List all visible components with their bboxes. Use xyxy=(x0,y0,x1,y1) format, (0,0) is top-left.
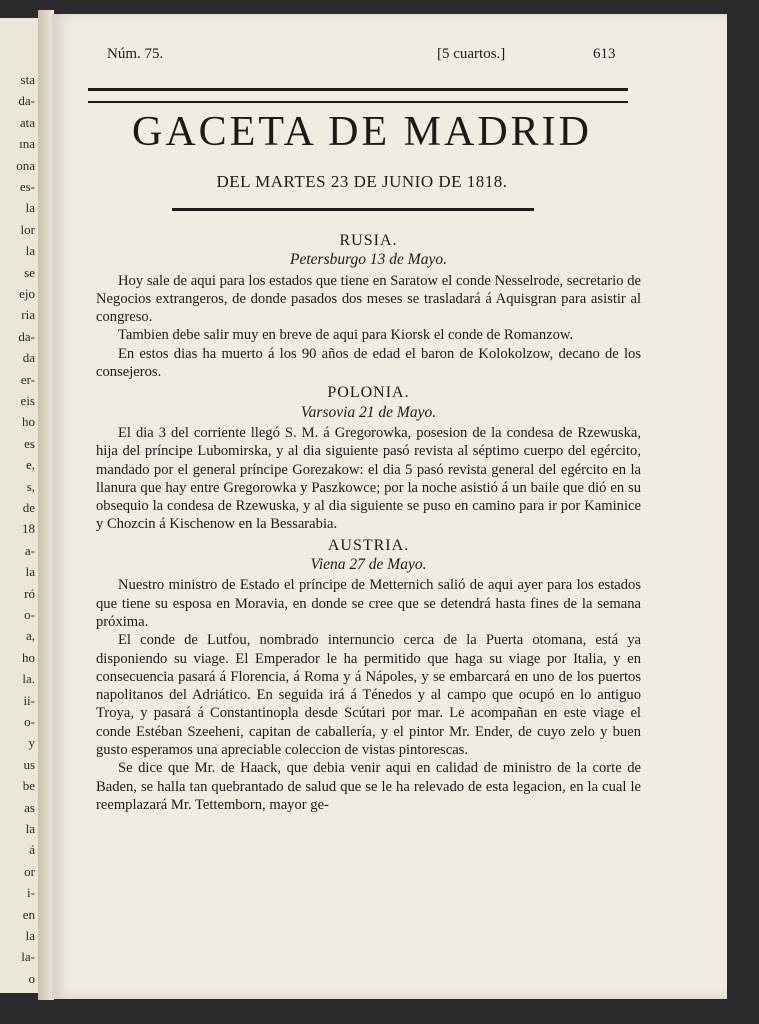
left-page-fragment: á xyxy=(29,842,35,858)
left-page-fragment: se xyxy=(24,264,35,280)
page-number: 613 xyxy=(593,46,616,62)
left-page-fragment: ejo xyxy=(19,286,35,301)
left-page-fragment: es xyxy=(24,435,35,451)
paragraph: En estos dias ha muerto á los 90 años de edad el baron de Kolokolzow, decano de los consejeros. xyxy=(96,345,641,381)
left-page-fragment: la xyxy=(25,821,35,836)
left-page-fragment: o- xyxy=(24,607,35,622)
page-header xyxy=(107,46,622,68)
left-page-fragment: i- xyxy=(27,885,35,901)
left-page-fragment: ho xyxy=(22,414,35,430)
section-austria xyxy=(96,537,641,814)
left-page-fragment: s, xyxy=(26,478,35,494)
left-page-fragment: ho xyxy=(22,649,35,665)
issue-dateline: DEL MARTES 23 DE JUNIO DE 1818. xyxy=(216,172,508,191)
left-page-fragment: as xyxy=(24,799,35,815)
left-page-fragment: ria xyxy=(21,307,35,323)
section-title: RUSIA. xyxy=(339,232,398,249)
paragraph: Nuestro ministro de Estado el príncipe de Metternich salió de aqui ayer para los estados que tiene su esposa en Moravia, en donde se cree que se detendrá hasta fines de la semana próxima. xyxy=(96,577,641,630)
masthead-title: GACETA DE MADRID xyxy=(132,109,592,155)
left-page-edge xyxy=(0,18,40,993)
left-page-fragment: us xyxy=(23,756,35,772)
left-page-fragment: da- xyxy=(18,93,35,109)
left-page-fragment: ii- xyxy=(23,692,35,708)
left-page-fragment: y xyxy=(28,735,35,751)
left-page-fragment: la xyxy=(25,928,35,943)
left-page-fragment: la xyxy=(25,564,35,580)
left-page-fragment: ona xyxy=(16,157,35,173)
left-page-fragment: ata xyxy=(19,114,35,130)
paragraph: Tambien debe salir muy en breve de aqui para Kiorsk el conde de Romanzow. xyxy=(118,327,574,344)
left-page-fragment: eis xyxy=(20,393,35,408)
left-page-fragment: or xyxy=(24,863,35,879)
left-page-fragment: de xyxy=(22,500,35,515)
left-page-fragment: en xyxy=(22,906,35,922)
section-polonia xyxy=(96,384,641,533)
left-page-fragment: a, xyxy=(25,628,35,644)
issue-number: Núm. 75. xyxy=(107,46,164,62)
left-page-fragment: e, xyxy=(25,457,35,473)
left-page-fragment: ró xyxy=(24,585,35,601)
section-place-date: Viena 27 de Mayo. xyxy=(310,556,427,574)
section-place-date: Petersburgo 13 de Mayo. xyxy=(290,251,447,269)
left-page-fragment: la xyxy=(25,200,35,216)
paragraph: El conde de Lutfou, nombrado internuncio cerca de la Puerta otomana, está ya disponiendo su viage. El Emperador le ha permitido que haga su viage por Italia, y en consecuencia pasará á Florencia, á Roma y á Nápoles, y se embarcará en uno de los puertos napolitanos del Adriático. En seguida irá á Ténedos y al campo que ocupó en lo antiguo Troya, y pasará á Constantinopla desde Scútari por mar. Le acompañan en este viage el conde Estéban Szeeheni, capitan de caballería, y el pintor Mr. Ender, de cuyo zelo y buen gusto esperamos una apreciable coleccion de vistas pintorescas. xyxy=(96,632,641,759)
section-title: AUSTRIA. xyxy=(327,536,410,554)
issue-price: [5 cuartos.] xyxy=(437,46,506,62)
left-page-fragment: la- xyxy=(21,949,35,965)
left-page-fragment: be xyxy=(22,778,35,794)
paragraph: El dia 3 del corriente llegó S. M. á Gregorowka, posesion de la condesa de Rzewuska, hija del príncipe Lubomirska, y al dia siguiente pasó revista al séptimo cuerpo del egército, mandado por el general príncipe Gorezakow: el dia 5 pasó revista general del egército en la llanura que hay entre Gregorowka y Paszkowce; por la noche asistió á un baile que dió en su obsequio la condesa de Rzewuska, y al dia siguiente se puso en camino para ir por Kaminice y Chozcin á Kischenow en la Bessarabia. xyxy=(96,424,641,533)
left-page-fragment: sta xyxy=(20,72,35,87)
header-rule xyxy=(88,88,628,103)
masthead-rule xyxy=(172,208,534,211)
left-page-fragment: ına xyxy=(19,136,35,152)
paragraph: Se dice que Mr. de Haack, que debia venir aqui en calidad de ministro de la corte de Baden, se halla tan quebrantado de salud que se le ha relevado de esta legacion, en la cual le reemplazará Mr. Tettemborn, mayor ge- xyxy=(96,760,641,813)
left-page-fragment: 18 xyxy=(22,521,35,537)
section-place-date: Varsovia 21 de Mayo. xyxy=(300,403,437,421)
left-page-fragment: da- xyxy=(18,328,35,344)
left-page-fragment: es- xyxy=(19,179,35,194)
section-rusia xyxy=(96,232,641,381)
left-page-fragment: lor xyxy=(20,221,35,237)
left-page-fragment: la. xyxy=(22,671,35,687)
left-page-fragment: o xyxy=(28,970,35,986)
article-body xyxy=(96,232,641,817)
left-page-fragment: er- xyxy=(20,371,35,387)
left-page-fragment: a- xyxy=(24,542,35,558)
left-page-fragment: la xyxy=(25,243,35,259)
newspaper-page xyxy=(52,14,727,999)
section-title: POLONIA. xyxy=(327,384,410,402)
left-page-fragment: da xyxy=(22,350,35,366)
left-page-fragment: o- xyxy=(24,714,35,729)
paragraph: Hoy sale de aqui para los estados que tiene en Saratow el conde Nesselrode, secretario de Negocios extrangeros, de donde pasados dos meses se trasladará á Aquisgran para asistir al congreso. xyxy=(96,272,641,326)
